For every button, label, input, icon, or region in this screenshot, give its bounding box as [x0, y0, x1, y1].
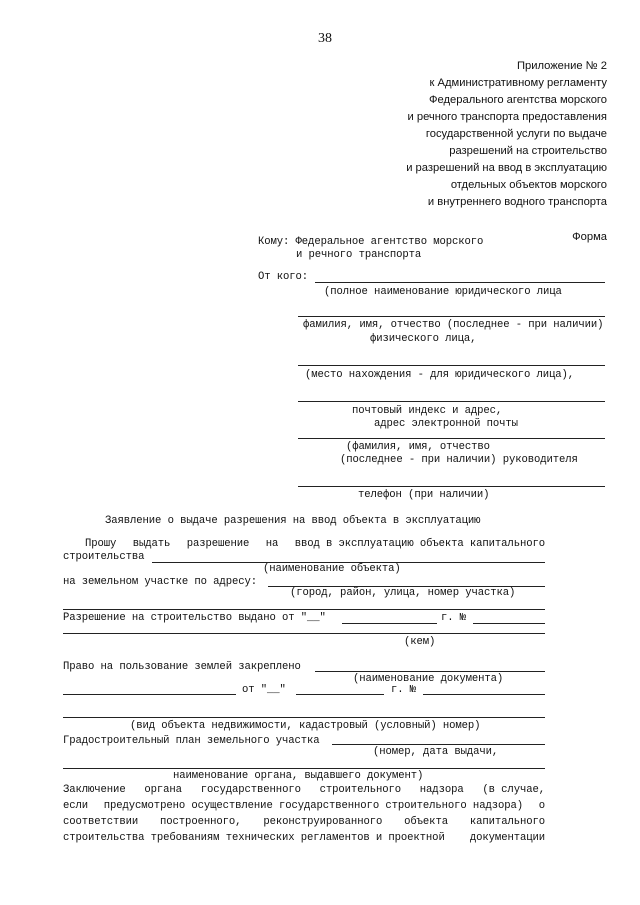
appendix-line-8: отдельных объектов морского: [450, 179, 607, 191]
conclusion-word: капитального: [469, 816, 545, 828]
conclusion-word: предусмотрено осуществление государственного строительного надзора): [103, 800, 523, 812]
hint-issuer: (кем): [404, 636, 436, 648]
conclusion-word: строительства требованиям технических регламентов и проектной: [63, 832, 445, 844]
document-date-line[interactable]: [296, 694, 384, 695]
conclusion-word: построенного,: [160, 816, 242, 828]
hint-legal-name: (полное наименование юридического лица: [324, 286, 562, 298]
from-date-label: от "__": [242, 684, 286, 696]
construction-label: строительства: [63, 551, 145, 563]
conclusion-word: документации: [469, 832, 545, 844]
hint-object: (наименование объекта): [263, 563, 401, 575]
conclusion-word: реконструированного: [263, 816, 383, 828]
document-year-label: г. №: [391, 684, 417, 696]
from-line-6[interactable]: [298, 486, 605, 487]
conclusion-word: (в случае,: [482, 784, 545, 796]
hint-address: (город, район, улица, номер участка): [290, 587, 516, 599]
land-label: на земельном участке по адресу:: [63, 576, 257, 588]
appendix-line-4: и речного транспорта предоставления: [407, 111, 607, 123]
document-name-line[interactable]: [63, 694, 236, 695]
conclusion-word: соответствии: [63, 816, 139, 828]
permit-number-line[interactable]: [473, 623, 545, 624]
conclusion-word: объекта: [404, 816, 448, 828]
permit-issuer-line[interactable]: [63, 633, 545, 634]
hint-document: (наименование документа): [353, 673, 504, 685]
appendix-line-1: Приложение № 2: [516, 60, 607, 72]
request-line: [85, 538, 545, 550]
permit-year-label: г. №: [441, 612, 467, 624]
conclusion-line-2: [63, 800, 545, 812]
appendix-line-9: и внутреннего водного транспорта: [427, 196, 607, 208]
hint-cadastral: (вид объекта недвижимости, кадастровый (условный) номер): [130, 720, 481, 732]
conclusion-word: государственного: [200, 784, 301, 796]
from-line-3[interactable]: [298, 365, 605, 366]
right-document-line[interactable]: [315, 671, 545, 672]
appendix-line-3: Федерального агентства морского: [429, 94, 607, 106]
hint-head-1: (фамилия, имя, отчество: [346, 441, 490, 453]
request-word-1: Прошу: [85, 538, 117, 550]
conclusion-word: Заключение: [63, 784, 126, 796]
conclusion-word: о: [538, 800, 545, 812]
permit-label: Разрешение на строительство выдано от "__": [63, 612, 326, 624]
from-label: От кого:: [258, 271, 309, 283]
request-word-2: выдать: [132, 538, 171, 550]
gpzu-label: Градостроительный план земельного участка: [63, 735, 320, 747]
conclusion-line-1: [63, 784, 545, 796]
hint-individual: физического лица,: [370, 333, 477, 345]
to-line-2: и речного транспорта: [296, 249, 422, 261]
hint-head-2: (последнее - при наличии) руководителя: [340, 454, 578, 466]
form-label: Форма: [572, 231, 607, 243]
right-label: Право на пользование землей закреплено: [63, 661, 301, 673]
appendix-line-2: к Административному регламенту: [429, 77, 607, 89]
document-number-line[interactable]: [423, 694, 545, 695]
page-number: 38: [318, 31, 332, 46]
issuing-body-line[interactable]: [63, 768, 545, 769]
from-line-4[interactable]: [298, 401, 605, 402]
from-line-2[interactable]: [298, 316, 605, 317]
conclusion-word: если: [63, 800, 89, 812]
permit-date-line[interactable]: [342, 623, 437, 624]
to-line-1: Кому: Федеральное агентство морского: [258, 236, 484, 248]
request-word-3: разрешение: [186, 538, 250, 550]
appendix-line-6: разрешений на строительство: [449, 145, 607, 157]
from-line-5[interactable]: [298, 438, 605, 439]
application-title: Заявление о выдаче разрешения на ввод объекта в эксплуатацию: [105, 515, 481, 527]
conclusion-line-3: [63, 816, 545, 828]
cadastral-line[interactable]: [63, 717, 545, 718]
from-line-1[interactable]: [315, 282, 605, 283]
conclusion-word: надзора: [419, 784, 464, 796]
conclusion-line-4: [63, 832, 545, 844]
hint-number-date: (номер, дата выдачи,: [373, 746, 499, 758]
request-word-5: ввод в эксплуатацию объекта капитального: [294, 538, 545, 550]
request-word-4: на: [265, 538, 279, 550]
hint-fio: фамилия, имя, отчество (последнее - при наличии): [303, 319, 604, 331]
hint-phone: телефон (при наличии): [358, 489, 490, 501]
conclusion-word: строительного: [319, 784, 401, 796]
conclusion-word: органа: [144, 784, 182, 796]
hint-postal-2: адрес электронной почты: [374, 418, 518, 430]
address-line-2[interactable]: [63, 609, 545, 610]
gpzu-line[interactable]: [332, 744, 545, 745]
appendix-line-5: государственной услуги по выдаче: [425, 128, 607, 140]
hint-location: (место нахождения - для юридического лица),: [305, 369, 575, 381]
appendix-line-7: и разрешений на ввод в эксплуатацию: [406, 162, 607, 174]
hint-issuing-body: наименование органа, выдавшего документ): [173, 770, 424, 782]
hint-postal-1: почтовый индекс и адрес,: [352, 405, 503, 417]
